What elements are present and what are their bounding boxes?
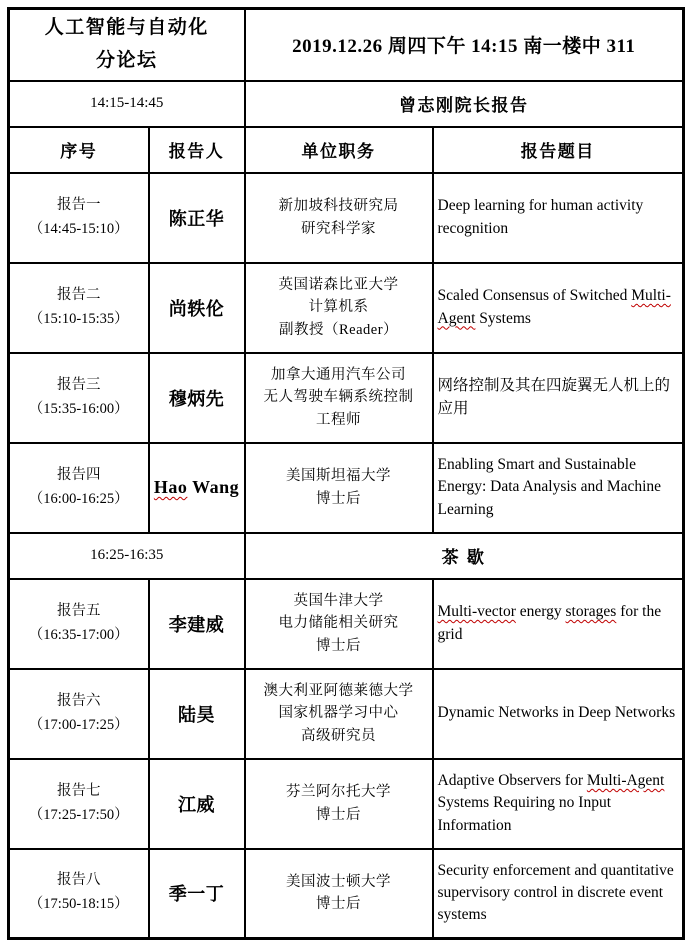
- keynote-title: 曾志刚院长报告: [245, 81, 684, 127]
- report-index-cell: [9, 759, 149, 849]
- forum-schedule-table: [7, 7, 685, 940]
- report-index-cell: [9, 443, 149, 533]
- report-index: 报告六: [57, 692, 101, 709]
- text-run: for the grid: [437, 603, 662, 643]
- text-run: Wang: [187, 477, 240, 497]
- talk-title: [433, 849, 684, 939]
- tea-break-time: 16:25-16:35: [9, 533, 245, 579]
- text-run: Enabling Smart and Sustainable Energy: Data Analysis and Machine Learning: [437, 455, 662, 518]
- report-index: 报告二: [57, 286, 101, 303]
- report-index: 报告八: [57, 872, 101, 889]
- report-index: 报告三: [57, 376, 101, 393]
- report-index-cell: [9, 669, 149, 759]
- col-header-talk-title: 报告题目: [433, 127, 684, 173]
- speaker-affiliation: 英国诺森比亚大学 计算机系 副教授（Reader）: [245, 263, 433, 353]
- text-run: Scaled Consensus of Switched: [437, 287, 632, 305]
- keynote-row: [9, 81, 684, 127]
- speaker-affiliation: 英国牛津大学 电力储能相关研究 博士后: [245, 579, 433, 669]
- speaker-name: [149, 173, 245, 263]
- report-time: （14:45-15:10）: [28, 220, 129, 237]
- talk-title: [433, 443, 684, 533]
- tea-break-label: 茶 歇: [245, 533, 684, 579]
- misspelled-text: Multi-Agent: [586, 771, 665, 789]
- keynote-time: 14:15-14:45: [9, 81, 245, 127]
- speaker-name: [149, 849, 245, 939]
- text-run: 尚轶伦: [168, 298, 225, 319]
- tea-break-row: [9, 533, 684, 579]
- text-run: Deep learning for human activity recognition: [437, 197, 644, 237]
- report-row-8: [9, 849, 684, 939]
- text-run: 陈正华: [168, 208, 225, 229]
- report-time: （16:35-17:00）: [28, 626, 129, 643]
- report-time: （15:35-16:00）: [28, 400, 129, 417]
- text-run: 网络控制及其在四旋翼无人机上的应用: [437, 377, 671, 417]
- report-index-cell: [9, 173, 149, 263]
- talk-title: [433, 173, 684, 263]
- col-header-speaker: 报告人: [149, 127, 245, 173]
- talk-title: [433, 669, 684, 759]
- speaker-affiliation: 新加坡科技研究局 研究科学家: [245, 173, 433, 263]
- col-header-index: 序号: [9, 127, 149, 173]
- report-time: （16:00-16:25）: [28, 490, 129, 507]
- text-run: 陆昊: [178, 704, 215, 725]
- talk-title: [433, 263, 684, 353]
- report-index: 报告七: [57, 782, 101, 799]
- speaker-affiliation: 美国波士顿大学 博士后: [245, 849, 433, 939]
- talk-title: [433, 759, 684, 849]
- forum-title: 人工智能与自动化 分论坛: [9, 9, 245, 81]
- report-index-cell: [9, 353, 149, 443]
- speaker-affiliation: 芬兰阿尔托大学 博士后: [245, 759, 433, 849]
- report-index-cell: [9, 579, 149, 669]
- report-row-7: [9, 759, 684, 849]
- speaker-name: [149, 669, 245, 759]
- speaker-affiliation: 美国斯坦福大学 博士后: [245, 443, 433, 533]
- report-index: 报告一: [57, 196, 101, 213]
- text-run: Adaptive Observers for: [437, 771, 587, 789]
- table-header-row: [9, 9, 684, 81]
- misspelled-text: Hao: [153, 477, 188, 497]
- text-run: 江威: [178, 794, 215, 815]
- speaker-affiliation: 加拿大通用汽车公司 无人驾驶车辆系统控制 工程师: [245, 353, 433, 443]
- report-time: （17:50-18:15）: [28, 896, 129, 913]
- report-row-5: [9, 579, 684, 669]
- misspelled-text: storages: [565, 603, 617, 621]
- text-run: 李建威: [168, 614, 225, 635]
- session-info: 2019.12.26 周四下午 14:15 南一楼中 311: [245, 9, 684, 81]
- speaker-name: [149, 443, 245, 533]
- text-run: Security enforcement and quantitative supervisory control in discrete event systems: [437, 861, 674, 924]
- report-row-3: [9, 353, 684, 443]
- text-run: 穆炳先: [168, 388, 225, 409]
- report-index-cell: [9, 263, 149, 353]
- speaker-name: [149, 579, 245, 669]
- text-run: energy: [515, 603, 566, 621]
- speaker-name: [149, 353, 245, 443]
- report-row-6: [9, 669, 684, 759]
- text-run: Systems: [475, 309, 531, 327]
- report-index: 报告五: [57, 602, 101, 619]
- speaker-name: [149, 263, 245, 353]
- report-time: （15:10-15:35）: [28, 310, 129, 327]
- speaker-affiliation: 澳大利亚阿德莱德大学 国家机器学习中心 高级研究员: [245, 669, 433, 759]
- report-index: 报告四: [57, 466, 101, 483]
- report-row-2: [9, 263, 684, 353]
- misspelled-text: Multi-vector: [437, 603, 516, 621]
- col-header-affiliation: 单位职务: [245, 127, 433, 173]
- text-run: Dynamic Networks in Deep Networks: [437, 704, 676, 722]
- text-run: Systems Requiring no Input Information: [437, 794, 612, 834]
- misspelled-text: Multi-Agent: [437, 287, 671, 327]
- report-time: （17:25-17:50）: [28, 806, 129, 823]
- report-index-cell: [9, 849, 149, 939]
- report-row-1: [9, 173, 684, 263]
- text-run: 季一丁: [168, 884, 225, 905]
- talk-title: [433, 353, 684, 443]
- report-time: （17:00-17:25）: [28, 716, 129, 733]
- report-row-4: [9, 443, 684, 533]
- talk-title: [433, 579, 684, 669]
- speaker-name: [149, 759, 245, 849]
- column-header-row: [9, 127, 684, 173]
